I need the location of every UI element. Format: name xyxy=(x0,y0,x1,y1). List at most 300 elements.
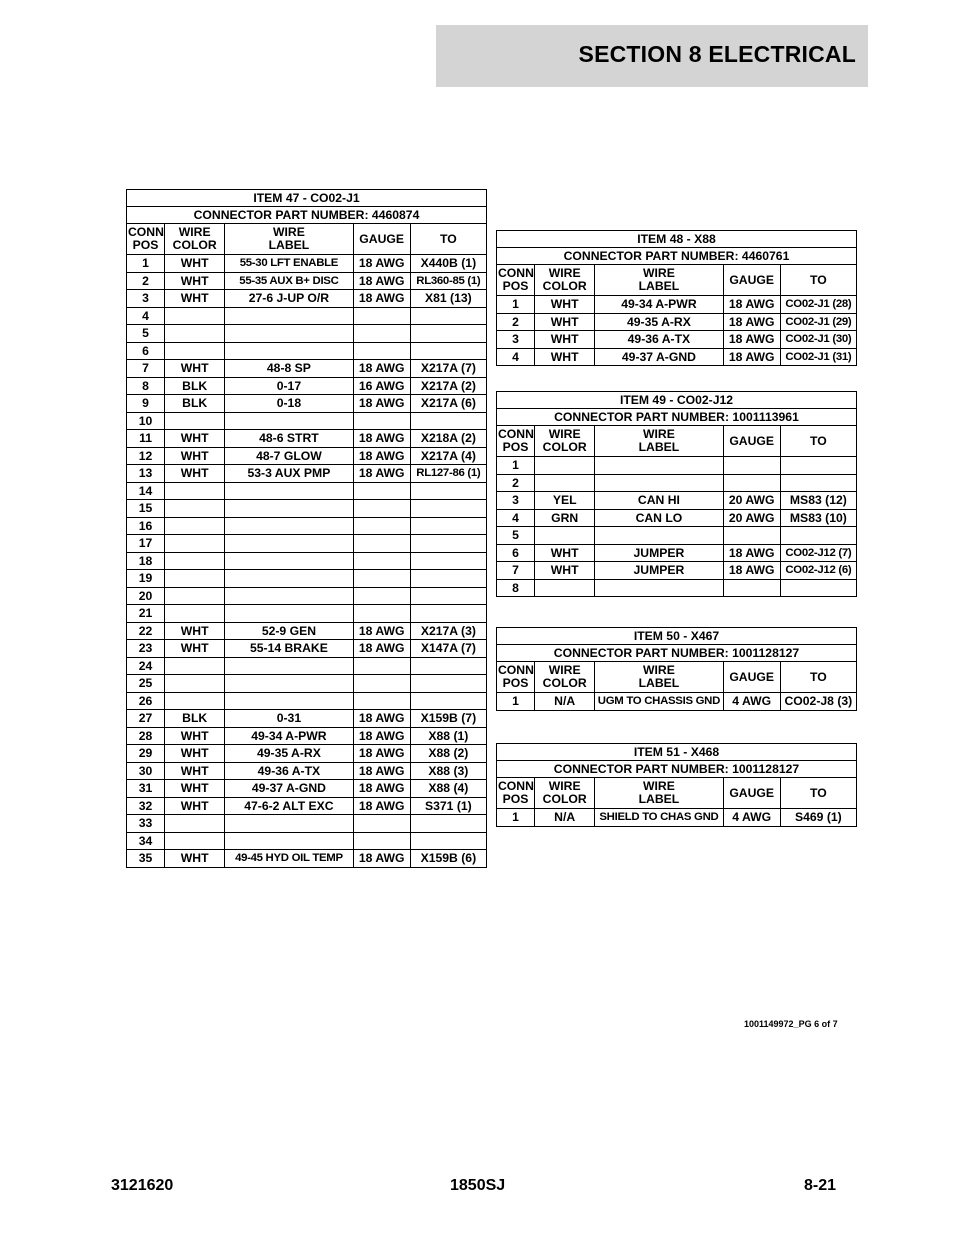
column-header-wire-label xyxy=(595,662,723,693)
gauge-cell xyxy=(353,570,410,588)
wire-label-cell: 49-34 A-PWR xyxy=(595,296,723,314)
table-title: ITEM 48 - X88 xyxy=(497,231,857,248)
wire-color-cell: WHT xyxy=(165,797,225,815)
table-row xyxy=(127,570,487,588)
gauge-cell: 4 AWG xyxy=(723,809,780,827)
column-header-line-2: POS xyxy=(502,676,529,690)
to-cell: S371 (1) xyxy=(410,797,486,815)
table-row xyxy=(127,430,487,448)
connector-part-number: CONNECTOR PART NUMBER: 4460874 xyxy=(127,207,487,224)
wire-label-cell: CAN LO xyxy=(595,509,723,527)
gauge-cell: 18 AWG xyxy=(353,430,410,448)
column-header-line-1: WIRE xyxy=(548,663,581,677)
wire-label-cell: 49-36 A-TX xyxy=(225,762,353,780)
wire-label-cell: 47-6-2 ALT EXC xyxy=(225,797,353,815)
gauge-cell: 18 AWG xyxy=(723,331,780,349)
conn-pos-cell: 31 xyxy=(127,780,165,798)
conn-pos-cell: 1 xyxy=(497,457,535,475)
table-row xyxy=(127,587,487,605)
wire-color-cell: WHT xyxy=(165,780,225,798)
table-row xyxy=(127,675,487,693)
wire-color-cell xyxy=(165,570,225,588)
gauge-cell xyxy=(723,527,780,545)
to-cell: X159B (7) xyxy=(410,710,486,728)
wire-color-cell: WHT xyxy=(535,331,595,349)
conn-pos-cell: 1 xyxy=(497,809,535,827)
to-cell xyxy=(780,527,856,545)
connector-part-number: CONNECTOR PART NUMBER: 4460761 xyxy=(497,248,857,265)
wire-label-cell: 49-45 HYD OIL TEMP xyxy=(225,850,353,868)
wire-label-cell: CAN HI xyxy=(595,492,723,510)
column-header-to: TO xyxy=(780,778,856,809)
table-row xyxy=(127,255,487,273)
wire-label-cell xyxy=(225,325,353,343)
column-header-line-2: COLOR xyxy=(542,279,587,293)
wire-color-cell xyxy=(165,535,225,553)
wire-label-cell xyxy=(225,517,353,535)
connector-table-item-48 xyxy=(496,230,857,366)
wire-label-cell: 53-3 AUX PMP xyxy=(225,465,353,483)
to-cell xyxy=(410,482,486,500)
gauge-cell xyxy=(353,675,410,693)
column-header-conn-pos xyxy=(497,265,535,296)
to-cell: MS83 (10) xyxy=(780,509,856,527)
column-header-line-2: LABEL xyxy=(638,676,680,690)
wire-color-cell: WHT xyxy=(165,850,225,868)
wire-color-cell xyxy=(165,412,225,430)
column-header-line-2: LABEL xyxy=(638,279,680,293)
wire-color-cell: WHT xyxy=(165,465,225,483)
conn-pos-cell: 34 xyxy=(127,832,165,850)
to-cell: X440B (1) xyxy=(410,255,486,273)
column-header-gauge: GAUGE xyxy=(723,778,780,809)
wire-label-cell: 48-8 SP xyxy=(225,360,353,378)
to-cell xyxy=(410,692,486,710)
wire-label-cell: 48-6 STRT xyxy=(225,430,353,448)
wire-color-cell xyxy=(165,587,225,605)
wire-color-cell xyxy=(165,675,225,693)
gauge-cell: 20 AWG xyxy=(723,509,780,527)
column-header-wire-color xyxy=(535,778,595,809)
gauge-cell xyxy=(723,579,780,597)
table-title: ITEM 50 - X467 xyxy=(497,628,857,645)
column-header-gauge: GAUGE xyxy=(723,265,780,296)
column-header-line-2: COLOR xyxy=(542,676,587,690)
table-row xyxy=(127,535,487,553)
wire-label-cell: SHIELD TO CHAS GND xyxy=(595,809,723,827)
table-row xyxy=(127,360,487,378)
column-header-line-2: COLOR xyxy=(542,792,587,806)
table-row xyxy=(127,447,487,465)
conn-pos-cell: 30 xyxy=(127,762,165,780)
column-header-wire-color xyxy=(535,265,595,296)
table-row xyxy=(127,832,487,850)
to-cell: CO02-J12 (6) xyxy=(780,562,856,580)
wire-label-cell: UGM TO CHASSIS GND xyxy=(595,693,723,711)
to-cell: X88 (1) xyxy=(410,727,486,745)
column-header-line-1: CONN xyxy=(128,225,164,239)
table-row xyxy=(127,272,487,290)
to-cell xyxy=(410,342,486,360)
table-row xyxy=(497,579,857,597)
gauge-cell xyxy=(353,342,410,360)
conn-pos-cell: 5 xyxy=(127,325,165,343)
wire-label-cell: 49-37 A-GND xyxy=(225,780,353,798)
conn-pos-cell: 29 xyxy=(127,745,165,763)
connector-table-item-51 xyxy=(496,743,857,827)
wire-color-cell xyxy=(165,832,225,850)
wire-color-cell xyxy=(535,579,595,597)
wire-label-cell: 49-37 A-GND xyxy=(595,348,723,366)
column-header-row xyxy=(497,426,857,457)
column-header-line-2: POS xyxy=(502,792,529,806)
wire-label-cell: 49-34 A-PWR xyxy=(225,727,353,745)
to-cell: MS83 (12) xyxy=(780,492,856,510)
column-header-to: TO xyxy=(780,265,856,296)
wire-label-cell xyxy=(225,570,353,588)
table-row xyxy=(497,562,857,580)
to-cell: RL127-86 (1) xyxy=(410,465,486,483)
gauge-cell xyxy=(353,657,410,675)
connector-part-number: CONNECTOR PART NUMBER: 1001128127 xyxy=(497,645,857,662)
column-header-conn-pos xyxy=(497,662,535,693)
gauge-cell: 18 AWG xyxy=(353,780,410,798)
conn-pos-cell: 2 xyxy=(127,272,165,290)
column-header-to: TO xyxy=(780,662,856,693)
footer-model: 1850SJ xyxy=(450,1177,506,1194)
wire-color-cell: YEL xyxy=(535,492,595,510)
wire-label-cell xyxy=(225,692,353,710)
conn-pos-cell: 2 xyxy=(497,474,535,492)
table-title-row xyxy=(497,392,857,409)
column-header-line-2: COLOR xyxy=(542,440,587,454)
part-number-row xyxy=(497,761,857,778)
conn-pos-cell: 3 xyxy=(497,492,535,510)
connector-table-item-50 xyxy=(496,627,857,711)
conn-pos-cell: 24 xyxy=(127,657,165,675)
wire-color-cell: WHT xyxy=(535,544,595,562)
wire-label-cell xyxy=(225,552,353,570)
table-row xyxy=(497,693,857,711)
wire-label-cell xyxy=(225,535,353,553)
conn-pos-cell: 6 xyxy=(497,544,535,562)
wire-color-cell: WHT xyxy=(535,313,595,331)
conn-pos-cell: 4 xyxy=(497,348,535,366)
gauge-cell: 18 AWG xyxy=(723,544,780,562)
column-header-conn-pos xyxy=(497,778,535,809)
wire-label-cell: JUMPER xyxy=(595,544,723,562)
wire-color-cell: WHT xyxy=(165,290,225,308)
wire-label-cell xyxy=(595,457,723,475)
table-row xyxy=(497,509,857,527)
gauge-cell: 18 AWG xyxy=(353,447,410,465)
gauge-cell: 18 AWG xyxy=(723,348,780,366)
wire-label-cell: 55-35 AUX B+ DISC xyxy=(225,272,353,290)
column-header-line-1: CONN xyxy=(498,663,534,677)
wire-label-cell xyxy=(225,657,353,675)
table-row xyxy=(127,290,487,308)
document-page-number: 1001149972_PG 6 of 7 xyxy=(744,1019,838,1029)
gauge-cell xyxy=(353,832,410,850)
conn-pos-cell: 3 xyxy=(497,331,535,349)
to-cell: CO02-J1 (29) xyxy=(780,313,856,331)
wire-label-cell xyxy=(595,579,723,597)
table-row xyxy=(497,296,857,314)
table-row xyxy=(127,325,487,343)
to-cell xyxy=(410,587,486,605)
column-header-line-1: WIRE xyxy=(643,266,675,280)
table-row xyxy=(127,622,487,640)
wire-color-cell xyxy=(165,552,225,570)
gauge-cell: 18 AWG xyxy=(353,360,410,378)
wire-color-cell xyxy=(165,815,225,833)
gauge-cell: 20 AWG xyxy=(723,492,780,510)
wire-color-cell: WHT xyxy=(165,762,225,780)
footer-manual-number: 3121620 xyxy=(111,1177,174,1194)
conn-pos-cell: 15 xyxy=(127,500,165,518)
to-cell xyxy=(410,535,486,553)
conn-pos-cell: 32 xyxy=(127,797,165,815)
wire-color-cell: N/A xyxy=(535,809,595,827)
table-row xyxy=(497,809,857,827)
wire-label-cell xyxy=(595,474,723,492)
wire-label-cell xyxy=(225,605,353,623)
gauge-cell: 18 AWG xyxy=(353,797,410,815)
conn-pos-cell: 3 xyxy=(127,290,165,308)
to-cell: X88 (2) xyxy=(410,745,486,763)
conn-pos-cell: 26 xyxy=(127,692,165,710)
gauge-cell xyxy=(723,474,780,492)
wire-label-cell xyxy=(225,342,353,360)
gauge-cell: 16 AWG xyxy=(353,377,410,395)
column-header-conn-pos xyxy=(127,224,165,255)
to-cell: CO02-J1 (30) xyxy=(780,331,856,349)
conn-pos-cell: 1 xyxy=(127,255,165,273)
table-row xyxy=(497,331,857,349)
table-title-row xyxy=(127,190,487,207)
table-row xyxy=(127,395,487,413)
conn-pos-cell: 5 xyxy=(497,527,535,545)
gauge-cell: 18 AWG xyxy=(353,255,410,273)
conn-pos-cell: 17 xyxy=(127,535,165,553)
table-row xyxy=(127,780,487,798)
wire-label-cell xyxy=(225,675,353,693)
column-header-row xyxy=(497,265,857,296)
to-cell xyxy=(410,815,486,833)
wire-label-cell: 48-7 GLOW xyxy=(225,447,353,465)
to-cell xyxy=(410,657,486,675)
wire-color-cell: BLK xyxy=(165,377,225,395)
wire-label-cell: 52-9 GEN xyxy=(225,622,353,640)
conn-pos-cell: 9 xyxy=(127,395,165,413)
gauge-cell xyxy=(353,692,410,710)
column-header-wire-label xyxy=(595,778,723,809)
conn-pos-cell: 8 xyxy=(127,377,165,395)
to-cell xyxy=(410,605,486,623)
gauge-cell xyxy=(353,587,410,605)
conn-pos-cell: 8 xyxy=(497,579,535,597)
to-cell xyxy=(780,457,856,475)
conn-pos-cell: 11 xyxy=(127,430,165,448)
gauge-cell xyxy=(353,517,410,535)
conn-pos-cell: 20 xyxy=(127,587,165,605)
wire-color-cell: N/A xyxy=(535,693,595,711)
wire-label-cell xyxy=(225,587,353,605)
gauge-cell: 18 AWG xyxy=(353,850,410,868)
wire-color-cell: WHT xyxy=(165,727,225,745)
to-cell: CO02-J1 (28) xyxy=(780,296,856,314)
part-number-row xyxy=(497,645,857,662)
table-row xyxy=(127,482,487,500)
column-header-line-1: WIRE xyxy=(548,779,581,793)
table-row xyxy=(127,657,487,675)
table-row xyxy=(497,457,857,475)
column-header-line-2: LABEL xyxy=(638,792,680,806)
wire-color-cell xyxy=(165,517,225,535)
to-cell xyxy=(410,412,486,430)
column-header-line-1: CONN xyxy=(498,427,534,441)
wire-color-cell xyxy=(535,457,595,475)
conn-pos-cell: 10 xyxy=(127,412,165,430)
conn-pos-cell: 33 xyxy=(127,815,165,833)
column-header-line-2: LABEL xyxy=(638,440,680,454)
footer-page-number: 8-21 xyxy=(804,1177,837,1194)
wire-label-cell: 55-30 LFT ENABLE xyxy=(225,255,353,273)
conn-pos-cell: 4 xyxy=(127,307,165,325)
wire-label-cell xyxy=(225,307,353,325)
wire-label-cell: 55-14 BRAKE xyxy=(225,640,353,658)
wire-label-cell xyxy=(225,832,353,850)
table-title-row xyxy=(497,744,857,761)
to-cell xyxy=(780,474,856,492)
gauge-cell: 18 AWG xyxy=(723,313,780,331)
wire-color-cell: WHT xyxy=(165,447,225,465)
gauge-cell xyxy=(353,815,410,833)
table-title: ITEM 51 - X468 xyxy=(497,744,857,761)
wire-color-cell xyxy=(165,657,225,675)
wire-color-cell: GRN xyxy=(535,509,595,527)
wire-color-cell: WHT xyxy=(165,430,225,448)
part-number-row xyxy=(497,409,857,426)
column-header-gauge: GAUGE xyxy=(723,662,780,693)
table-row xyxy=(127,517,487,535)
conn-pos-cell: 19 xyxy=(127,570,165,588)
table-row xyxy=(127,377,487,395)
conn-pos-cell: 7 xyxy=(497,562,535,580)
to-cell: X217A (3) xyxy=(410,622,486,640)
table-row xyxy=(497,492,857,510)
wire-label-cell: 0-17 xyxy=(225,377,353,395)
conn-pos-cell: 12 xyxy=(127,447,165,465)
wire-color-cell: WHT xyxy=(535,562,595,580)
conn-pos-cell: 27 xyxy=(127,710,165,728)
to-cell xyxy=(410,675,486,693)
table-row xyxy=(127,797,487,815)
conn-pos-cell: 21 xyxy=(127,605,165,623)
to-cell: X217A (6) xyxy=(410,395,486,413)
to-cell: X88 (3) xyxy=(410,762,486,780)
to-cell xyxy=(410,832,486,850)
column-header-row xyxy=(497,778,857,809)
table-row xyxy=(127,605,487,623)
gauge-cell: 18 AWG xyxy=(723,562,780,580)
table-title-row xyxy=(497,231,857,248)
gauge-cell xyxy=(723,457,780,475)
section-header xyxy=(436,25,868,87)
wire-color-cell: WHT xyxy=(165,745,225,763)
table-row xyxy=(127,745,487,763)
gauge-cell xyxy=(353,307,410,325)
to-cell: CO02-J12 (7) xyxy=(780,544,856,562)
column-header-line-1: WIRE xyxy=(273,225,305,239)
column-header-gauge: GAUGE xyxy=(353,224,410,255)
gauge-cell xyxy=(353,552,410,570)
wire-label-cell: 49-35 A-RX xyxy=(225,745,353,763)
table-title-row xyxy=(497,628,857,645)
gauge-cell: 4 AWG xyxy=(723,693,780,711)
to-cell xyxy=(410,570,486,588)
connector-table-item-47 xyxy=(126,189,487,868)
wire-color-cell: WHT xyxy=(535,296,595,314)
column-header-line-1: CONN xyxy=(498,779,534,793)
wire-color-cell: WHT xyxy=(165,272,225,290)
wire-label-cell xyxy=(225,482,353,500)
to-cell: X147A (7) xyxy=(410,640,486,658)
table-row xyxy=(127,710,487,728)
part-number-row xyxy=(497,248,857,265)
to-cell: CO02-J1 (31) xyxy=(780,348,856,366)
column-header-wire-label xyxy=(595,426,723,457)
wire-label-cell xyxy=(595,527,723,545)
conn-pos-cell: 6 xyxy=(127,342,165,360)
wire-color-cell xyxy=(165,500,225,518)
conn-pos-cell: 2 xyxy=(497,313,535,331)
table-title: ITEM 47 - CO02-J1 xyxy=(127,190,487,207)
table-row xyxy=(127,762,487,780)
column-header-line-2: POS xyxy=(502,279,529,293)
table-row xyxy=(127,342,487,360)
to-cell xyxy=(410,307,486,325)
table-row xyxy=(497,544,857,562)
wire-color-cell: WHT xyxy=(165,622,225,640)
table-row xyxy=(127,552,487,570)
wire-color-cell xyxy=(165,692,225,710)
column-header-line-2: POS xyxy=(132,238,159,252)
conn-pos-cell: 18 xyxy=(127,552,165,570)
column-header-wire-label xyxy=(595,265,723,296)
to-cell: X218A (2) xyxy=(410,430,486,448)
to-cell: X159B (6) xyxy=(410,850,486,868)
conn-pos-cell: 4 xyxy=(497,509,535,527)
column-header-wire-color xyxy=(535,662,595,693)
gauge-cell: 18 AWG xyxy=(353,395,410,413)
table-row xyxy=(127,307,487,325)
conn-pos-cell: 13 xyxy=(127,465,165,483)
gauge-cell xyxy=(353,500,410,518)
column-header-line-1: CONN xyxy=(498,266,534,280)
wire-color-cell: WHT xyxy=(165,360,225,378)
gauge-cell: 18 AWG xyxy=(723,296,780,314)
gauge-cell: 18 AWG xyxy=(353,640,410,658)
gauge-cell: 18 AWG xyxy=(353,290,410,308)
table-title: ITEM 49 - CO02-J12 xyxy=(497,392,857,409)
column-header-row xyxy=(127,224,487,255)
conn-pos-cell: 7 xyxy=(127,360,165,378)
to-cell: X217A (2) xyxy=(410,377,486,395)
wire-label-cell: JUMPER xyxy=(595,562,723,580)
gauge-cell xyxy=(353,482,410,500)
gauge-cell xyxy=(353,535,410,553)
